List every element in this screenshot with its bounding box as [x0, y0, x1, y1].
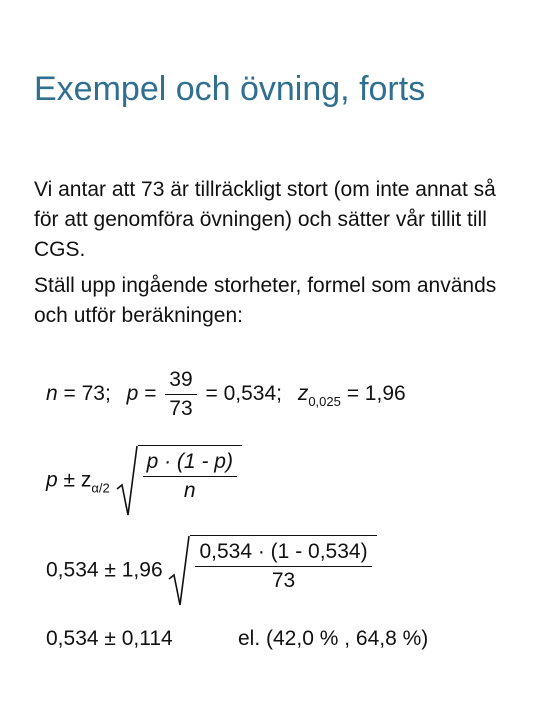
n-value: = 73;	[57, 382, 111, 406]
p-fraction-denominator: 73	[169, 397, 193, 420]
result-interval: el. (42,0 % , 64,8 %)	[238, 627, 429, 650]
slide-title: Exempel och övning, forts	[34, 70, 426, 108]
p-fraction-numerator: 39	[165, 368, 196, 395]
plus-minus: ±	[57, 468, 81, 492]
math-given-values	[46, 368, 406, 421]
radical-icon	[168, 535, 190, 607]
formula-z: z	[80, 468, 92, 492]
math-general-formula	[46, 445, 242, 517]
formula-denominator: n	[183, 479, 196, 502]
radical-icon	[116, 445, 138, 517]
formula-square-root	[116, 445, 242, 517]
substituted-square-root	[168, 535, 376, 607]
formula-p: p	[46, 468, 58, 492]
body-text	[34, 175, 524, 337]
formula-z-subscript: α/2	[91, 480, 110, 496]
z-subscript: 0,025	[308, 394, 341, 410]
paragraph-assumption: Vi antar att 73 är tillräckligt stort (om inte annat så för att genomföra övningen) och sätter vår tillit till CGS.	[34, 178, 496, 261]
formula-fraction	[143, 450, 237, 503]
z-variable: z	[297, 382, 309, 406]
p-fraction	[165, 368, 196, 421]
result-estimate: 0,534 ± 0,114	[46, 627, 173, 650]
formula-numerator: p · (1 - p)	[143, 450, 237, 477]
substituted-numerator: 0,534 · (1 - 0,534)	[195, 540, 371, 567]
p-value: = 0,534;	[199, 382, 282, 406]
n-variable: n	[46, 382, 58, 406]
substituted-radicand	[190, 535, 376, 607]
substituted-lead: 0,534 ± 1,96	[46, 558, 163, 582]
equals-sign: =	[138, 382, 163, 406]
substituted-fraction	[195, 540, 371, 593]
formula-radicand	[138, 445, 242, 517]
z-value: = 1,96	[340, 382, 406, 406]
math-substituted-formula	[46, 535, 377, 607]
paragraph-instruction: Ställ upp ingående storheter, formel som används och utför beräkningen:	[34, 274, 497, 327]
p-variable: p	[126, 382, 139, 406]
substituted-denominator: 73	[271, 569, 296, 592]
